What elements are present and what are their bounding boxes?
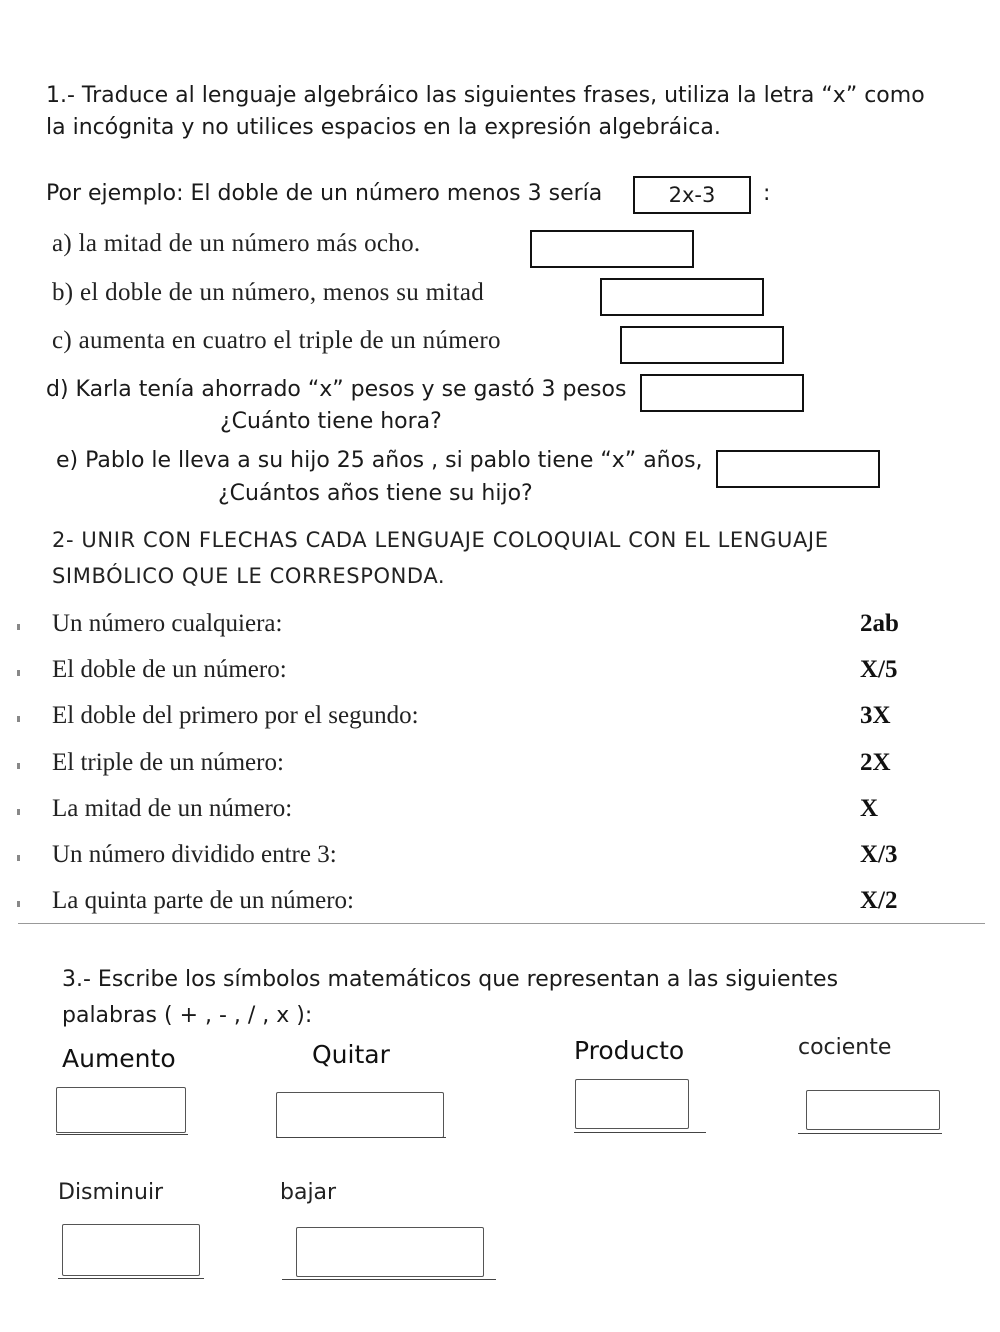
word-aumento: Aumento <box>62 1044 176 1073</box>
producto-underline <box>574 1132 706 1133</box>
match-row-text: La mitad de un número: <box>52 795 293 822</box>
item-d-text-line2: ¿Cuánto tiene hora? <box>220 409 442 434</box>
section1-instruction-line1: 1.- Traduce al lenguaje algebráico las siguientes frases, utiliza la letra “x” como <box>46 83 925 108</box>
match-row-text: El doble del primero por el segundo: <box>52 702 419 729</box>
bullet-icon <box>17 855 20 861</box>
section2-heading-line1: 2- UNIR CON FLECHAS CADA LENGUAJE COLOQUIAL CON EL LENGUAJE <box>52 528 829 552</box>
match-row-text: El doble de un número: <box>52 656 287 683</box>
quitar-underline <box>276 1137 446 1138</box>
item-a-text: a) la mitad de un número más ocho. <box>52 230 421 257</box>
bullet-icon <box>17 624 20 630</box>
section3-instruction-line1: 3.- Escribe los símbolos matemáticos que representan a las siguientes <box>62 967 839 992</box>
section3-instruction-line2: palabras ( + , - , / , x ): <box>62 1003 313 1028</box>
match-row-symbol[interactable]: 2X <box>860 749 891 776</box>
producto-answer-box[interactable] <box>575 1079 689 1129</box>
bullet-icon <box>17 670 20 676</box>
match-row-symbol[interactable]: X/5 <box>860 656 898 683</box>
item-e-answer-input[interactable] <box>716 450 880 488</box>
section2-heading-line2: SIMBÓLICO QUE LE CORRESPONDA. <box>52 564 446 588</box>
bullet-icon <box>17 901 20 907</box>
word-bajar: bajar <box>280 1180 337 1205</box>
match-row-symbol[interactable]: X <box>860 795 879 822</box>
disminuir-answer-box[interactable] <box>62 1224 200 1276</box>
bullet-icon <box>17 716 20 722</box>
example-answer-box <box>633 176 751 214</box>
aumento-answer-box[interactable] <box>56 1087 186 1133</box>
bullet-icon <box>17 809 20 815</box>
example-colon: : <box>763 181 771 206</box>
match-row-symbol[interactable]: X/2 <box>860 887 898 914</box>
example-text: Por ejemplo: El doble de un número menos 3 sería <box>46 181 603 206</box>
word-quitar: Quitar <box>312 1040 390 1069</box>
cociente-underline <box>798 1133 942 1134</box>
match-row-text: Un número dividido entre 3: <box>52 841 337 868</box>
quitar-answer-box[interactable] <box>276 1092 444 1138</box>
item-d-answer-input[interactable] <box>640 374 804 412</box>
item-d-text-line1: d) Karla tenía ahorrado “x” pesos y se gastó 3 pesos <box>46 377 627 402</box>
item-e-text-line2: ¿Cuántos años tiene su hijo? <box>218 481 533 506</box>
word-producto: Producto <box>574 1036 685 1065</box>
aumento-underline <box>56 1134 188 1135</box>
item-c-answer-input[interactable] <box>620 326 784 364</box>
item-e-text-line1: e) Pablo le lleva a su hijo 25 años , si pablo tiene “x” años, <box>56 448 703 473</box>
match-row-symbol[interactable]: 2ab <box>860 610 899 637</box>
example-answer: 2x-3 <box>668 183 716 207</box>
item-b-answer-input[interactable] <box>600 278 764 316</box>
disminuir-underline <box>58 1278 204 1279</box>
match-row-symbol[interactable]: 3X <box>860 702 891 729</box>
cociente-answer-box[interactable] <box>806 1090 940 1130</box>
section1-instruction-line2: la incógnita y no utilices espacios en la expresión algebráica. <box>46 115 721 140</box>
item-b-text: b) el doble de un número, menos su mitad <box>52 279 485 306</box>
match-row-symbol[interactable]: X/3 <box>860 841 898 868</box>
match-row-text: La quinta parte de un número: <box>52 887 354 914</box>
word-cociente: cociente <box>798 1035 892 1060</box>
item-a-answer-input[interactable] <box>530 230 694 268</box>
match-row-text: Un número cualquiera: <box>52 610 283 637</box>
section-divider <box>18 923 985 924</box>
bajar-underline <box>282 1279 496 1280</box>
word-disminuir: Disminuir <box>58 1180 164 1205</box>
item-c-text: c) aumenta en cuatro el triple de un número <box>52 327 501 354</box>
bajar-answer-box[interactable] <box>296 1227 484 1277</box>
bullet-icon <box>17 763 20 769</box>
match-row-text: El triple de un número: <box>52 749 284 776</box>
